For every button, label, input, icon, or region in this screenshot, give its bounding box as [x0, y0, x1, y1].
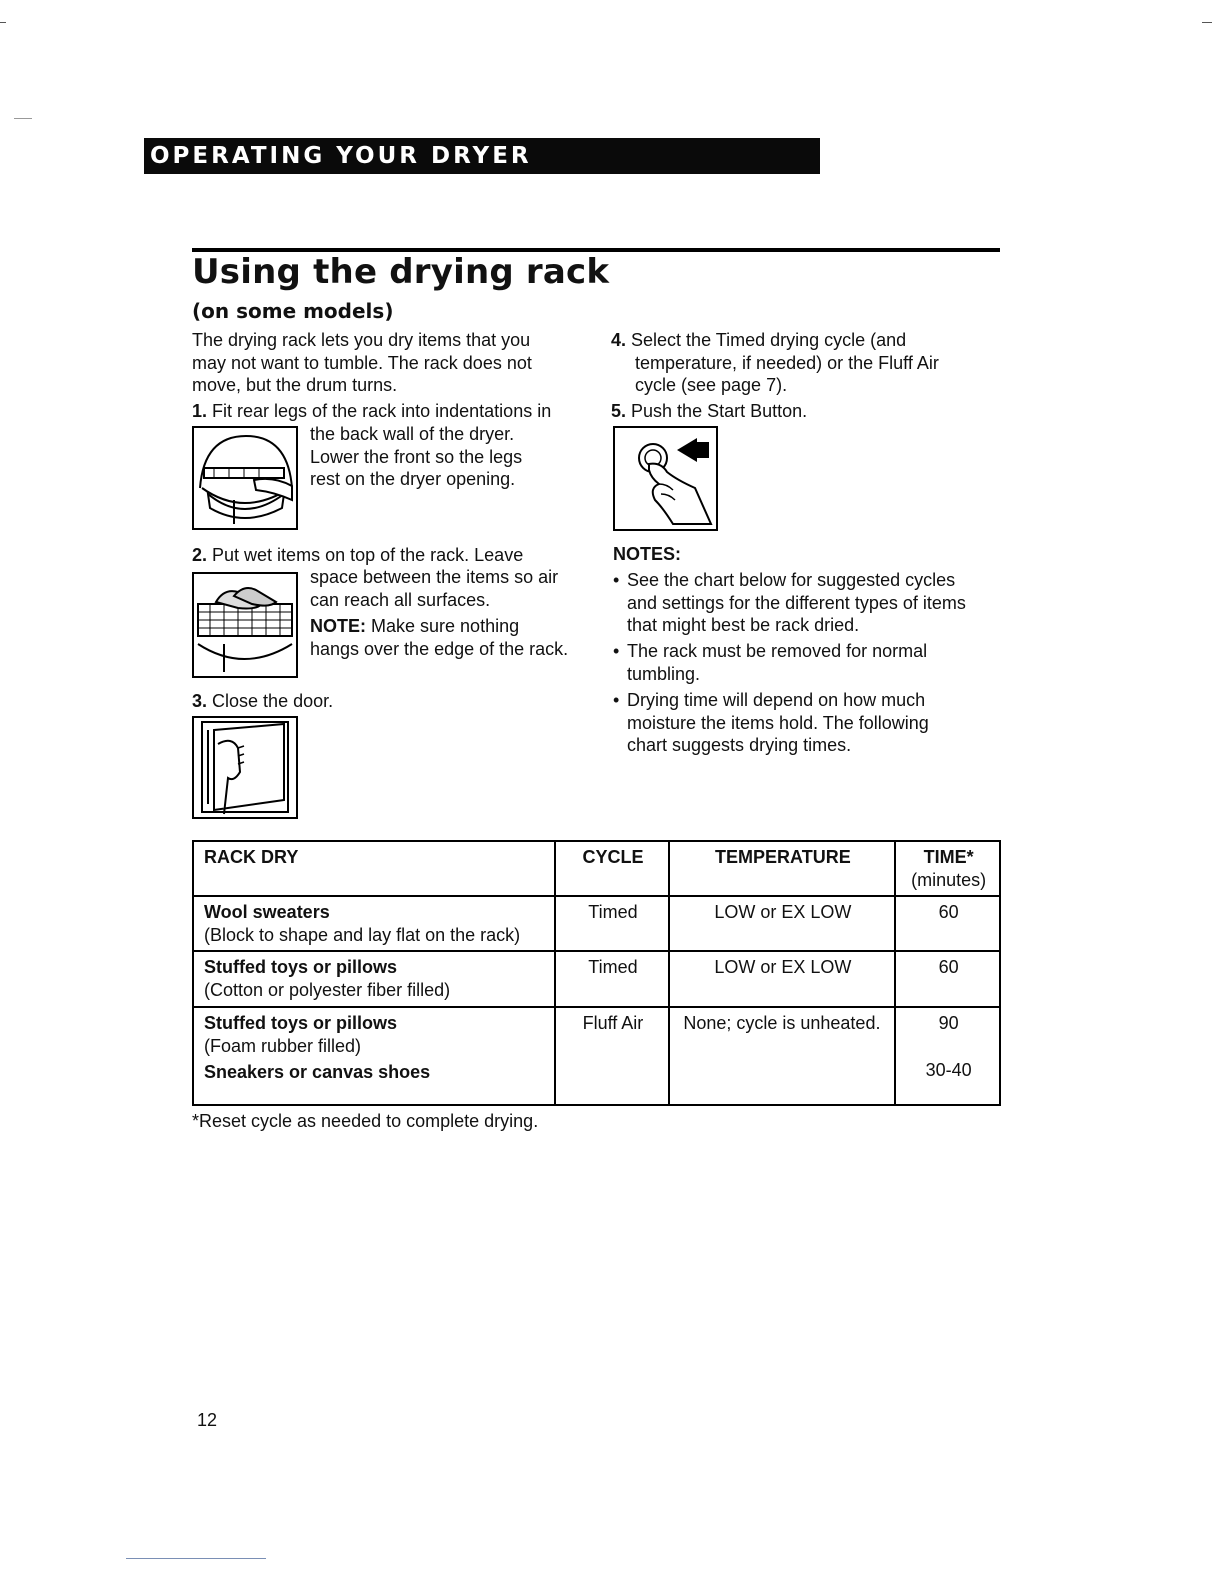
note-text: and settings for the different types of items [627, 592, 966, 613]
step-number: 1. [192, 401, 208, 421]
step-note [310, 615, 568, 638]
item-detail: (Foam rubber filled) [204, 1035, 362, 1056]
rack-install-figure [192, 426, 298, 530]
item-name: Wool sweaters [204, 902, 330, 922]
start-button-press-icon [615, 428, 716, 529]
step-2 [192, 544, 523, 567]
step-1 [192, 400, 551, 423]
step-number: 4. [611, 330, 627, 350]
step-text: Lower the front so the legs [310, 446, 523, 467]
step-text: Put wet items on top of the rack. Leave [212, 545, 524, 565]
step-text: Fit rear legs of the rack into indentations in [212, 401, 552, 421]
note-text: tumbling. [627, 663, 701, 684]
temperature-cell: LOW or EX LOW [669, 896, 896, 951]
intro-line: The drying rack lets you dry items that you [192, 330, 531, 350]
header-time-unit: (minutes) [911, 869, 987, 890]
time-value: 30-40 [925, 1059, 972, 1080]
page-number: 12 [197, 1410, 218, 1430]
bullet: • [613, 641, 620, 661]
note-text: moisture the items hold. The following [627, 712, 929, 733]
bullet: • [613, 570, 620, 590]
cycle-cell: Timed [555, 951, 668, 1007]
step-text: cycle (see page 7). [635, 375, 788, 395]
item-cell [193, 1007, 555, 1105]
header-temperature: TEMPERATURE [669, 841, 896, 896]
note-text: hangs over the edge of the rack. [310, 638, 569, 659]
section-title: OPERATING YOUR DRYER [150, 143, 532, 169]
step-2-continued [310, 566, 568, 660]
push-start-figure [613, 426, 718, 531]
footer-rule [126, 1558, 266, 1559]
step-5 [611, 400, 807, 423]
table-header-row [193, 841, 1000, 896]
page-subtitle: (on some models) [192, 299, 394, 323]
shoes-on-rack-icon [194, 574, 296, 676]
note-text: that might best be rack dried. [627, 615, 860, 635]
notes-heading: NOTES: [613, 544, 682, 564]
step-4 [611, 329, 939, 397]
step-text: temperature, if needed) or the Fluff Air [635, 352, 939, 373]
step-text: Close the door. [212, 691, 334, 711]
footnote: *Reset cycle as needed to complete drying. [192, 1111, 539, 1131]
header-rack-dry: RACK DRY [193, 841, 555, 896]
cycle-cell: Timed [555, 896, 668, 951]
intro-paragraph [192, 329, 532, 397]
note-label: NOTE: [310, 616, 366, 636]
step-3 [192, 690, 333, 713]
time-cell [895, 1007, 1000, 1105]
page-title: Using the drying rack [192, 252, 610, 292]
table-row [193, 1007, 1000, 1105]
step-text: space between the items so air [310, 567, 559, 587]
step-number: 3. [192, 691, 208, 711]
step-text: can reach all surfaces. [310, 589, 491, 610]
time-value: 90 [938, 1013, 959, 1033]
note-text: See the chart below for suggested cycles [627, 570, 956, 590]
note-text: The rack must be removed for normal [627, 641, 928, 661]
item-name: Stuffed toys or pillows [204, 1013, 398, 1033]
step-1-continued [310, 423, 522, 491]
cycle-cell: Fluff Air [555, 1007, 668, 1105]
item-name: Stuffed toys or pillows [204, 957, 398, 977]
intro-line: move, but the drum turns. [192, 375, 398, 395]
step-text: rest on the dryer opening. [310, 469, 516, 489]
table-row [193, 951, 1000, 1007]
close-door-figure [192, 716, 298, 819]
wet-items-figure [192, 572, 298, 678]
item-cell [193, 951, 555, 1007]
step-text: the back wall of the dryer. [310, 424, 515, 444]
intro-line: may not want to tumble. The rack does not [192, 352, 532, 373]
header-time [895, 841, 1000, 896]
temperature-cell: None; cycle is unheated. [669, 1007, 896, 1105]
step-text: Push the Start Button. [631, 401, 808, 421]
item-name: Sneakers or canvas shoes [204, 1062, 431, 1082]
header-time-label: TIME* [923, 847, 974, 867]
door-closing-icon [194, 718, 296, 817]
scan-mark [1202, 22, 1212, 23]
bullet: • [613, 690, 620, 710]
time-cell: 60 [895, 896, 1000, 951]
note-text: chart suggests drying times. [627, 735, 852, 755]
rack-install-icon [194, 428, 296, 528]
item-detail: (Block to shape and lay flat on the rack) [204, 924, 521, 945]
temperature-cell: LOW or EX LOW [669, 951, 896, 1007]
note-text: Make sure nothing [371, 616, 520, 636]
step-number: 2. [192, 545, 208, 565]
step-text: Select the Timed drying cycle (and [631, 330, 907, 350]
step-number: 5. [611, 401, 627, 421]
table-row [193, 896, 1000, 951]
note-text: Drying time will depend on how much [627, 690, 926, 710]
rack-dry-table [192, 840, 1001, 1106]
section-banner [144, 138, 820, 174]
time-cell: 60 [895, 951, 1000, 1007]
item-detail: (Cotton or polyester fiber filled) [204, 979, 451, 1000]
scan-mark [0, 22, 6, 23]
item-cell [193, 896, 555, 951]
scan-mark [14, 118, 32, 119]
header-cycle: CYCLE [555, 841, 668, 896]
